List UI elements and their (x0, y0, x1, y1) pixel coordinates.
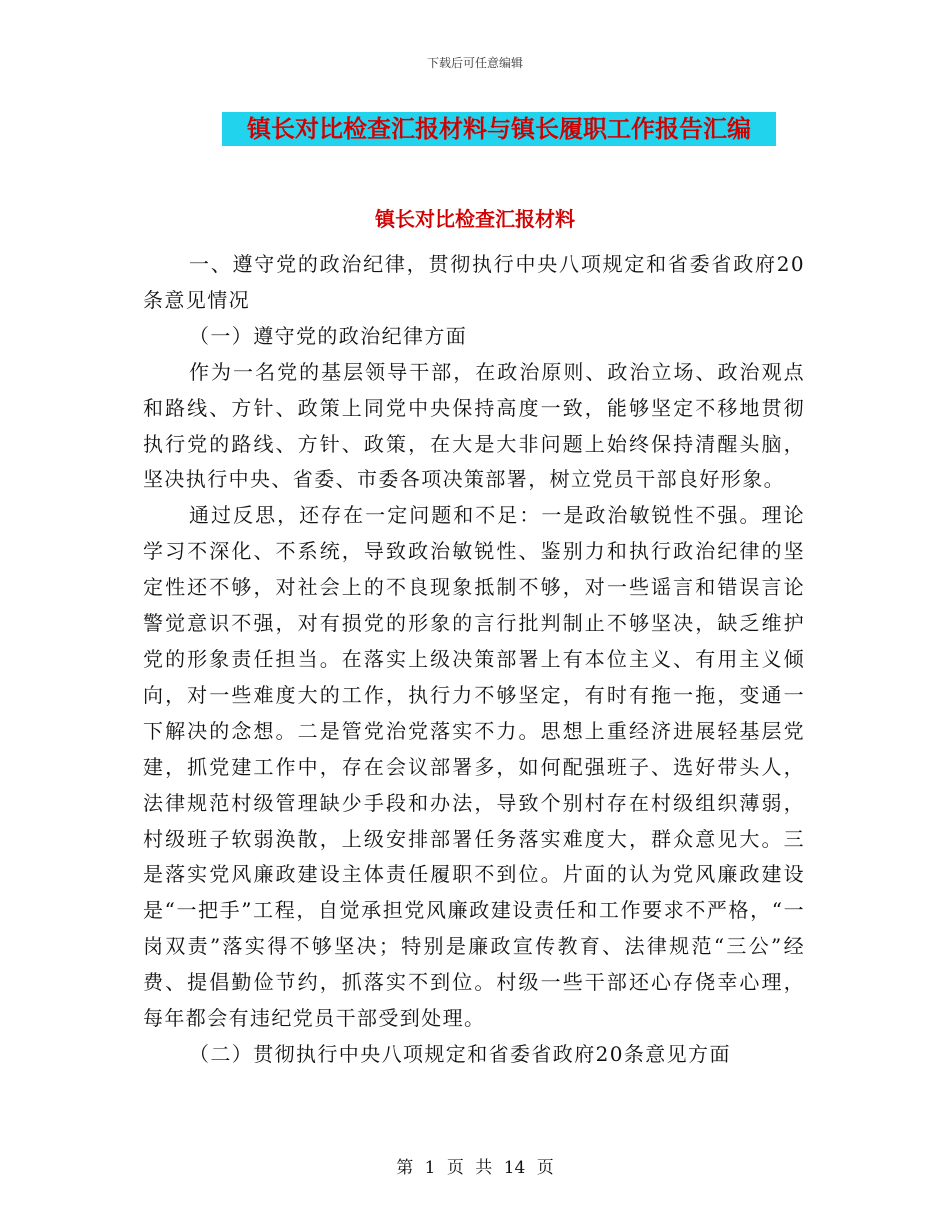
paragraph-subheading-1: （一）遵守党的政治纪律方面 (189, 323, 468, 348)
document-body (143, 247, 805, 1073)
paragraph-subheading-2: （二）贯彻执行中央八项规定和省委省政府20条意见方面 (189, 1041, 731, 1066)
page-number: 第 1 页 共 14 页 (396, 1158, 554, 1178)
header-note: 下载后可任意编辑 (426, 56, 523, 70)
paragraph-heading-1: 一、遵守党的政治纪律，贯彻执行中央八项规定和省委省政府20条意见情况 (143, 252, 805, 312)
paragraph-text: 作为一名党的基层领导干部，在政治原则、政治立场、政治观点和路线、方针、政策上同党中央保持高度一致，能够坚定不移地贯彻执行党的路线、方针、政策，在大是大非问题上始终保持清醒头脑，坚决执行中央、省委、市委各项决策部署，树立党员干部良好形象。 (143, 359, 805, 492)
section-title: 镇长对比检查汇报材料 (375, 207, 575, 231)
document-title: 镇长对比检查汇报材料与镇长履职工作报告汇编 (222, 112, 776, 146)
paragraph-text: 通过反思，还存在一定问题和不足：一是政治敏锐性不强。理论学习不深化、不系统，导致政治敏锐性、鉴别力和执行政治纪律的坚定性还不够，对社会上的不良现象抵制不够，对一些谣言和错误言论警觉意识不强，对有损党的形象的言行批判制止不够坚决，缺乏维护党的形象责任担当。在落实上级决策部署上有本位主义、有用主义倾向，对一些难度大的工作，执行力不够坚定，有时有拖一拖，变通一下解决的念想。二是管党治党落实不力。思想上重经济进展轻基层党建，抓党建工作中，存在会议部署多，如何配强班子、选好带头人，法律规范村级管理缺少手段和办法，导致个别村存在村级组织薄弱，村级班子软弱涣散，上级安排部署任务落实难度大，群众意见大。三是落实党风廉政建设主体责任履职不到位。片面的认为党风廉政建设是“一把手”工程，自觉承担党风廉政建设责任和工作要求不严格，“一岗双责”落实得不够坚决；特别是廉政宣传教育、法律规范“三公”经费、提倡勤俭节约，抓落实不到位。村级一些干部还心存侥幸心理，每年都会有违纪党员干部受到处理。 (143, 503, 805, 1031)
